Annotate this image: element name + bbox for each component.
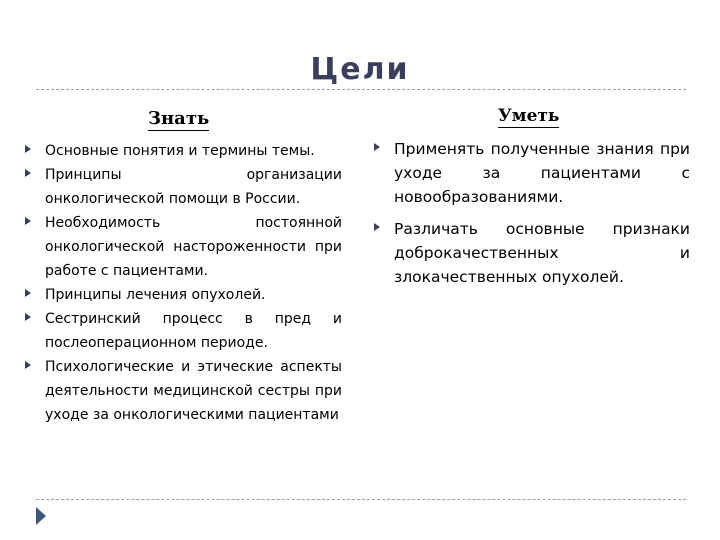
list-item (23, 211, 342, 283)
top-divider (36, 89, 686, 90)
list-item-text: Принципы лечения опухолей. (45, 287, 266, 303)
triangle-bullet-icon (25, 289, 31, 297)
list-item (372, 217, 690, 289)
list-item-text: Сестринский процесс в пред и послеоперационном периоде. (45, 311, 342, 351)
list-item-text: Психологические и этические аспекты деятельности медицинской сестры при уходе за онкологическими пациентами (45, 359, 342, 423)
list-item (23, 283, 342, 307)
list-item (372, 137, 690, 209)
list-item-text: Необходимость постоянной онкологической настороженности при работе с пациентами. (45, 215, 342, 279)
list-item-text: Различать основные признаки доброкачественных и злокачественных опухолей. (394, 220, 690, 286)
triangle-bullet-icon (25, 217, 31, 225)
list-item-text: Принципы организации онкологической помощи в России. (45, 167, 342, 207)
list-item-text: Основные понятия и термины темы. (45, 143, 315, 159)
bottom-divider (36, 499, 686, 500)
play-arrow-icon[interactable] (36, 507, 46, 525)
list-item (23, 163, 342, 211)
know-list (23, 139, 342, 427)
triangle-bullet-icon (374, 223, 380, 231)
list-item (23, 307, 342, 355)
slide-title: Цели (310, 52, 410, 87)
triangle-bullet-icon (25, 361, 31, 369)
triangle-bullet-icon (25, 145, 31, 153)
triangle-bullet-icon (25, 313, 31, 321)
triangle-bullet-icon (25, 169, 31, 177)
list-item (23, 139, 342, 163)
list-item-text: Применять полученные знания при уходе за пациентами с новообразованиями. (394, 140, 690, 206)
know-heading: Знать (148, 108, 210, 129)
list-item (23, 355, 342, 427)
skills-heading: Уметь (498, 106, 560, 126)
skills-list (372, 137, 690, 297)
triangle-bullet-icon (374, 143, 380, 151)
